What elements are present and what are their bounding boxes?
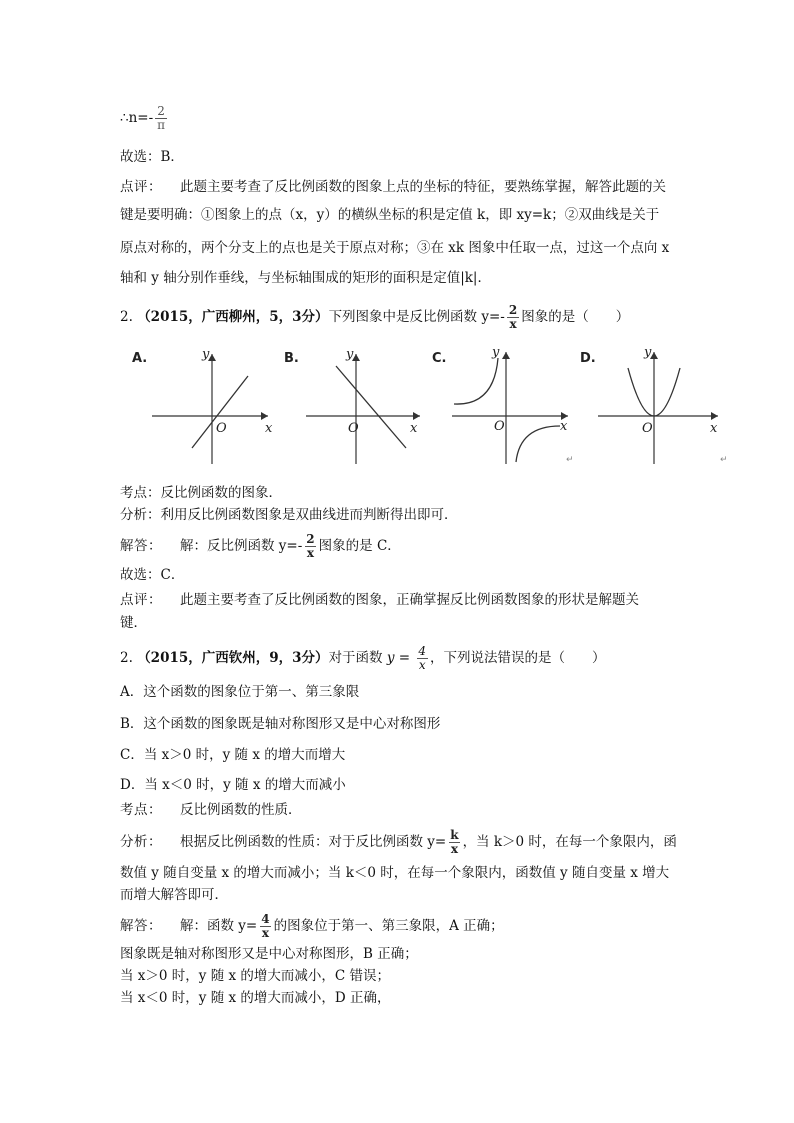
origin-label: O [348,421,359,436]
solution-text: 解：函数 y= [180,918,258,934]
fraction [304,533,316,560]
fraction [448,829,460,856]
x-axis-label: x [710,421,718,436]
solution-line-1 [120,913,504,940]
y-axis-label: y [202,347,210,362]
fraction-numerator: 4 [418,644,427,658]
fraction [155,105,167,132]
x-axis-label: x [265,421,273,436]
analysis-label: 分析： [120,834,162,850]
fraction-numerator: k [450,828,459,842]
solution-line-4: 当 x＜0 时，y 随 x 的增大而减小，D 正确， [120,990,391,1006]
solution-label: 解答： [120,918,162,934]
fraction-denominator: π [157,118,166,132]
y-axis-label: y [492,345,500,360]
analysis-tail: ，当 k＞0 时，在每一个象限内，函 [462,834,677,850]
fraction-numerator: 2 [508,303,518,317]
analysis-line-3: 而增大解答即可． [120,887,228,903]
knowledge-text: 反比例函数的性质． [180,802,302,818]
graph-label: D. [580,351,596,366]
graph-label: B. [284,351,299,366]
graph-label: C. [432,351,447,366]
conclusion-line [120,105,169,132]
solution-line-3: 当 x＞0 时，y 随 x 的增大而减小，C 错误； [120,968,391,984]
comment-line-4: 轴和 y 轴分别作垂线，与坐标轴围成的矩形的面积是定值|k|． [120,270,491,286]
analysis-line-2: 数值 y 随自变量 x 的增大而减小；当 k＜0 时，在每一个象限内，函数值 y 随自变量 x 增大 [120,865,670,881]
fraction [416,645,428,672]
comment-label: 点评： [120,179,162,195]
fraction-numerator: 2 [306,532,315,546]
option-c: C．当 x＞0 时，y 随 x 的增大而增大 [120,747,346,763]
comment-line-1 [120,591,639,609]
question-number: 2. [120,309,133,325]
linear-line [336,366,406,448]
conclusion-lead: ∴n=- [120,110,154,126]
knowledge-label: 考点： [120,802,162,818]
hyperbola-branch-upper-left [454,358,498,404]
answer-choice-1: 故选：B． [120,149,184,165]
comment-line-3: 原点对称的，两个分支上的点也是关于原点对称；③在 xk 图象中任取一点，过这一个点向 x [120,240,670,256]
analysis-text: 根据反比例函数的性质：对于反比例函数 y= [180,834,447,850]
fraction-denominator: x [450,842,458,856]
origin-label: O [216,421,227,436]
question-liuzhou [120,304,629,331]
solution-text: 解：反比例函数 y=- [180,538,303,554]
graph-b [280,340,430,470]
x-axis-label: x [410,421,418,436]
question-source: （2015，广西柳州，5，3分） [137,309,329,325]
option-a: A．这个函数的图象位于第一、第三象限 [120,684,360,700]
fraction-numerator: 4 [261,912,270,926]
analysis-line-1 [120,829,677,856]
comment-text: 此题主要考查了反比例函数的图象上点的坐标的特征，要熟练掌握，解答此题的关 [180,179,666,195]
question-number: 2. [120,650,133,666]
linear-line [192,376,248,448]
y-axis-label: y [346,347,354,362]
fraction-denominator: x [418,658,426,672]
equals-sign: = [394,650,415,666]
hyperbola-branch-lower-right [516,426,560,462]
answer-choice-2: 故选：C． [120,567,185,583]
fraction [259,913,271,940]
return-mark: ↵ [566,455,574,465]
comment-line-1 [120,178,666,196]
graph-label: A. [132,351,148,366]
question-qinzhou [120,645,606,672]
graph-a [128,340,278,470]
knowledge-point [120,801,302,819]
comment-text: 此题主要考查了反比例函数的图象，正确掌握反比例函数图象的形状是解题关 [180,592,639,608]
y-axis-label: y [644,345,652,360]
comment-label: 点评： [120,592,162,608]
knowledge-point: 考点：反比例函数的图象． [120,485,282,501]
question-source: （2015，广西钦州，9，3分） [137,650,329,666]
origin-label: O [642,421,653,436]
graph-c [428,340,578,470]
fraction-denominator: x [509,317,517,331]
fraction-denominator: x [306,546,315,560]
solution [120,533,401,560]
return-mark: ↵ [720,455,728,465]
solution-tail: 的图象位于第一、第三象限，A 正确； [273,918,504,934]
analysis: 分析：利用反比例函数图象是双曲线进而判断得出即可． [120,507,458,523]
solution-label: 解答： [120,538,162,554]
graph-d [576,340,726,470]
question-text: 对于函数 [328,650,387,666]
comment-line-2: 键是要明确：①图象上的点（x，y）的横纵坐标的积是定值 k，即 xy=k；②双曲线是关于 [120,207,660,223]
question-tail: ，下列说法错误的是（ ） [430,650,606,666]
question-tail: 图象的是（ ） [521,309,630,325]
question-text: 下列图象中是反比例函数 y=- [328,309,505,325]
fraction-denominator: x [261,926,269,940]
solution-line-2: 图象既是轴对称图形又是中心对称图形，B 正确； [120,946,418,962]
function-variable: y [386,650,395,666]
fraction-numerator: 2 [157,104,165,118]
fraction [507,304,519,331]
solution-tail: 图象的是 C． [318,538,401,554]
option-d: D．当 x＜0 时，y 随 x 的增大而减小 [120,777,346,793]
option-b: B．这个函数的图象既是轴对称图形又是中心对称图形 [120,716,441,732]
x-axis-label: x [560,419,568,434]
origin-label: O [494,419,505,434]
comment-line-2: 键． [120,615,147,631]
